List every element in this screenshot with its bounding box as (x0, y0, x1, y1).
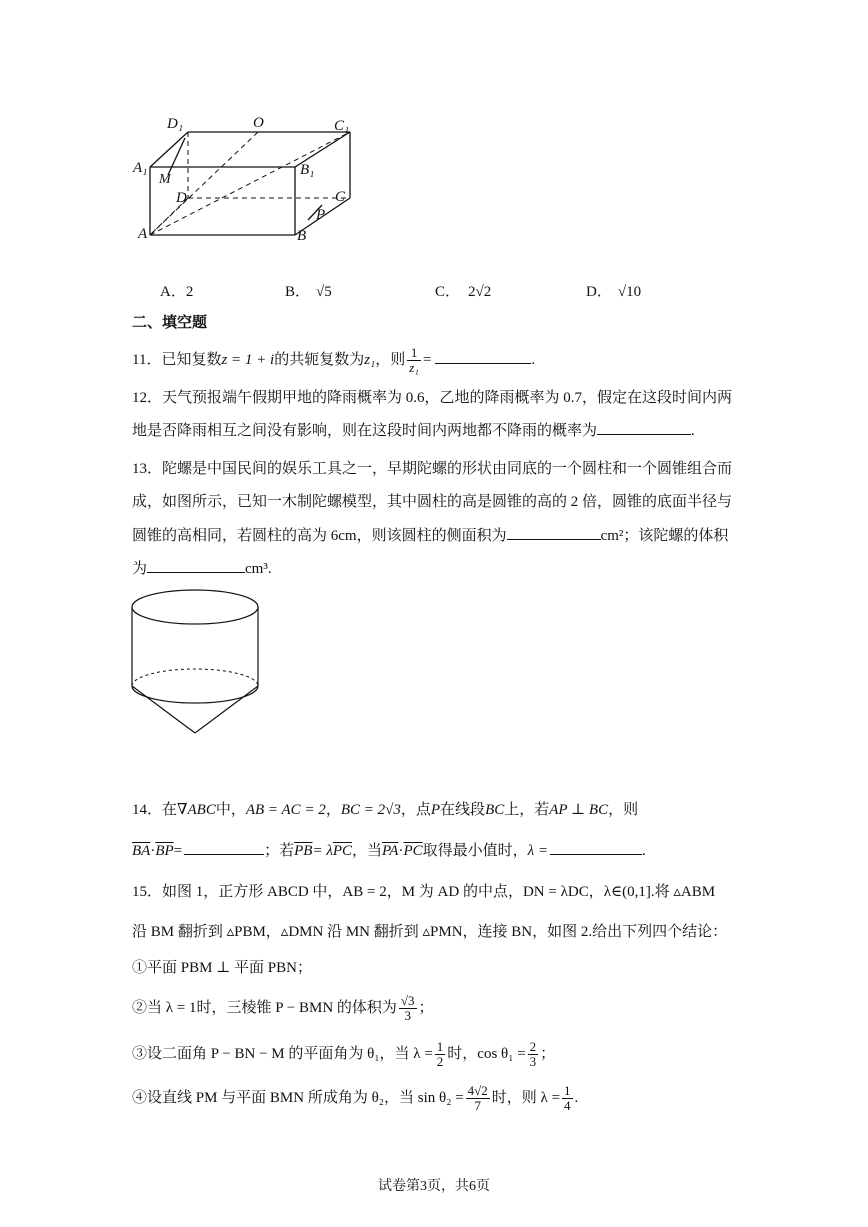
choice-d[interactable] (586, 280, 641, 301)
question-13-line4: 为 cm³. (132, 558, 272, 579)
question-13-line1: 13．陀螺是中国民间的娱乐工具之一，早期陀螺的形状由同底的一个圆柱和一个圆锥组合而 (132, 461, 733, 477)
label-d: D (176, 190, 187, 206)
question-11: 11．已知复数z = 1 + i的共轭复数为z₁，则 $\frac{1}{\text{z₁}}$ = . (132, 345, 536, 375)
q11-var: z₁ (364, 351, 376, 368)
question-15-line1: 15．如图 1，正方形 ABCD 中，AB = 2，M 为 AD 的中点，DN = λDC，λ∈(0,1].将 ▵ABM (132, 884, 716, 900)
choice-c-value: 2√2 (468, 284, 492, 300)
label-a: A (138, 226, 148, 242)
choice-b-label: B． (285, 284, 311, 300)
label-c: C (335, 189, 346, 205)
label-d1: D₁ (167, 116, 184, 132)
q11-text-c: ，则 (375, 351, 406, 368)
question-15-conclusion-1: ①平面 PBM ⊥ 平面 PBN； (132, 960, 312, 976)
choice-d-label: D． (586, 284, 612, 300)
question-13-line3: 圆锥的高相同，若圆柱的高为 6cm，则该圆柱的侧面积为 cm²；该陀螺的体积 (132, 525, 728, 546)
question-15-conclusion-4: ④设直线 PM 与平面 BMN 所成角为 θ₂，当 sin θ₂ = $\frac{4√2}{7}$ 时，则 λ = $\frac{1}{4}$ . (132, 1083, 579, 1113)
label-p: P (316, 207, 326, 223)
label-o: O (253, 115, 264, 131)
label-b1: B₁ (300, 162, 315, 178)
question-14-line1: 14．在∇ABC中，AB = AC = 2，BC = 2√3，点P在线段BC上，若AP ⊥ BC，则 (132, 802, 639, 818)
choice-d-value: √10 (617, 284, 642, 300)
q11-answer-blank[interactable] (435, 349, 531, 364)
question-14-line2: $\overline{BA}\cdot\overline{BP}=$ ；若$\overline{PB}= \lambda\overline{PC}$，当$\overline{PA}\cdot\overline{PC}$取得最小值时，λ = . (132, 840, 646, 861)
q11-text: 11．已知复数 (132, 351, 222, 368)
choice-b[interactable] (285, 280, 332, 301)
spinning-top-figure (128, 585, 268, 745)
choice-a-label: A． (160, 284, 186, 300)
question-15-line2: 沿 BM 翻折到 ▵PBM，▵DMN 沿 MN 翻折到 ▵PMN，连接 BN，如图 2.给出下列四个结论： (132, 924, 728, 940)
choice-a-value: 2 (185, 284, 194, 300)
q14-answer-blank-2[interactable] (550, 840, 642, 855)
question-12-line1: 12．天气预报端午假期甲地的降雨概率为 0.6，乙地的降雨概率为 0.7，假定在这段时间内两 (132, 390, 733, 406)
label-a1: A₁ (133, 160, 148, 176)
q11-expr: z = 1 + i (221, 351, 275, 368)
q13-answer-blank-1[interactable] (507, 525, 601, 540)
question-12-line2: 地是否降雨相互之间没有影响，则在这段时间内两地都不降雨的概率为 . (132, 420, 695, 441)
label-m: M (159, 172, 171, 187)
question-13-line2: 成，如图所示，已知一木制陀螺模型，其中圆柱的高是圆锥的高的 2 倍，圆锥的底面半径与 (132, 494, 733, 510)
question-15-conclusion-2: ②当 λ = 1时，三棱锥 P − BMN 的体积为 $\frac{√3}{3}$ ； (132, 993, 434, 1023)
label-c1: C₁ (334, 118, 350, 134)
q11-eq: = (422, 351, 432, 368)
label-b: B (297, 228, 307, 244)
q11-fraction: $\frac{1}{\text{z₁}}$ (409, 345, 419, 375)
page-footer: 试卷第3页，共6页 (378, 1179, 490, 1194)
q12-answer-blank[interactable] (597, 420, 691, 435)
choice-a[interactable] (160, 280, 193, 301)
q11-text-b: 的共轭复数为 (274, 351, 365, 368)
choice-b-value: √5 (316, 284, 332, 300)
choice-c-label: C． (435, 284, 461, 300)
section-title: 二、填空题 (132, 314, 208, 331)
q14-answer-blank-1[interactable] (184, 840, 264, 855)
q13-answer-blank-2[interactable] (147, 558, 245, 573)
question-15-conclusion-3: ③设二面角 P − BN − M 的平面角为 θ₁，当 λ = $\frac{1}{2}$ 时，cos θ₁ = $\frac{2}{3}$ ； (132, 1039, 556, 1069)
choice-c[interactable] (435, 280, 491, 301)
